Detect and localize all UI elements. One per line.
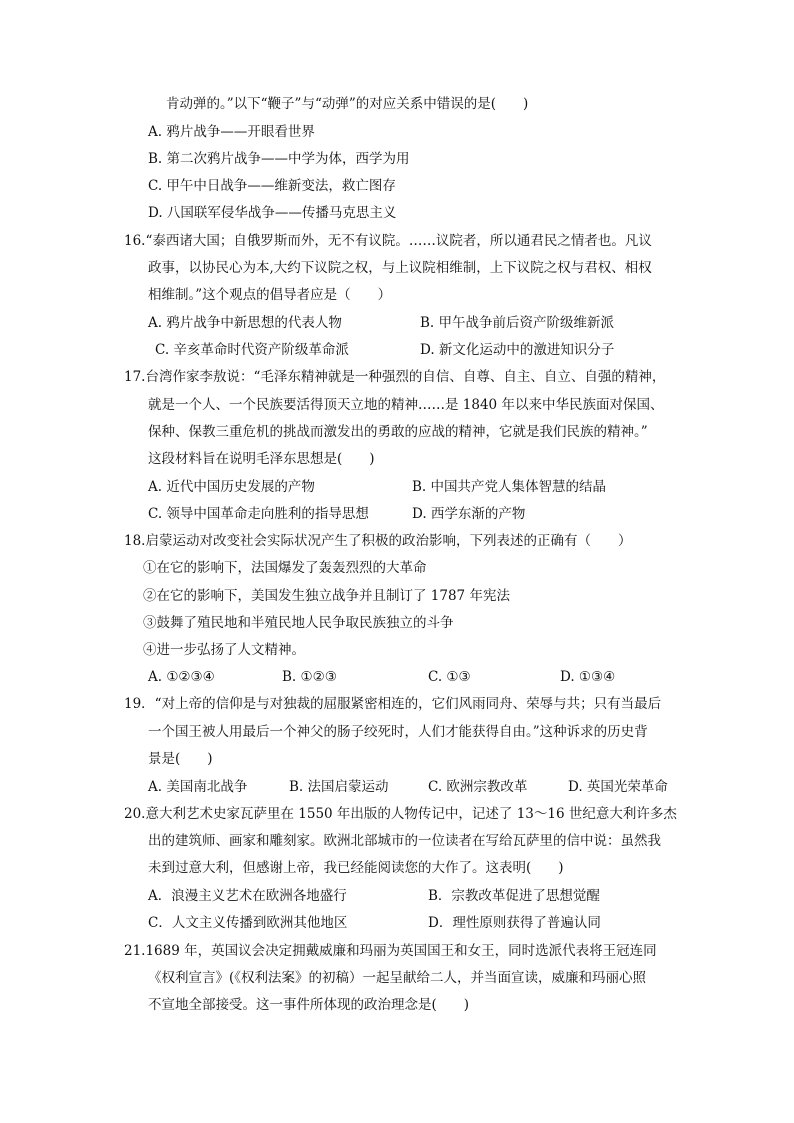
q19-option-a: A. 美国南北战争 <box>148 779 248 795</box>
q15-stem-continuation: 肯动弹的。”以下“鞭子”与“动弹”的对应关系中错误的是( ) <box>166 96 529 112</box>
q19-option-b: B. 法国启蒙运动 <box>289 779 389 795</box>
q19-option-d: D. 英国光荣革命 <box>568 779 668 795</box>
q18-option-d: D. ①③④ <box>560 669 616 685</box>
q17-stem-line-4: 这段材料旨在说明毛泽东思想是( ) <box>148 451 375 467</box>
q20-stem-line-3: 未到过意大利，但感谢上帝，我已经能阅读您的大作了。这表明( ) <box>148 860 564 876</box>
q19-option-c: C. 欧洲宗教改革 <box>428 779 528 795</box>
q17-option-a: A. 近代中国历史发展的产物 <box>148 479 315 495</box>
q16-option-a: A. 鸦片战争中新思想的代表人物 <box>148 315 342 331</box>
q18-option-b: B. ①②③ <box>282 669 337 685</box>
q16-option-c: C. 辛亥革命时代资产阶级革命派 <box>155 342 349 358</box>
q18-option-a: A. ①②③④ <box>148 669 215 685</box>
q18-stem: 18.启蒙运动对改变社会实际状况产生了积极的政治影响，下列表述的正确有（ ） <box>124 533 632 549</box>
q16-option-d: D. 新文化运动中的激进知识分子 <box>420 342 615 358</box>
q20-option-c: C．人文主义传播到欧洲其他地区 <box>148 915 348 931</box>
q21-stem-line-3: 不宣地全部接受。这一事件所体现的政治理念是( ) <box>148 997 470 1013</box>
q17-stem-line-1: 17.台湾作家李敖说：“毛泽东精神就是一种强烈的自信、自尊、自主、自立、自强的精神， <box>124 369 666 385</box>
q20-stem-line-1: 20.意大利艺术史家瓦萨里在 1550 年出版的人物传记中，记述了 13～16 世纪意大利许多杰 <box>124 806 677 822</box>
q15-option-d: D. 八国联军侵华战争——传播马克思主义 <box>148 205 397 221</box>
q20-option-a: A．浪漫主义艺术在欧洲各地盛行 <box>148 888 347 904</box>
q16-stem-line-3: 相维制。”这个观点的倡导者应是（ ） <box>148 287 392 303</box>
q18-item-2: ②在它的影响下，美国发生独立战争并且制订了 1787 年宪法 <box>143 588 510 604</box>
q17-option-b: B. 中国共产党人集体智慧的结晶 <box>412 479 607 495</box>
q19-stem-line-1: 19．“对上帝的信仰是与对独裁的屈服紧密相连的，它们风雨同舟、荣辱与共；只有当最后 <box>124 696 662 712</box>
q19-stem-line-2: 一个国王被人用最后一个神父的肠子绞死时，人们才能获得自由。”这种诉求的历史背 <box>148 724 648 740</box>
q15-option-a: A. 鸦片战争——开眼看世界 <box>148 124 315 140</box>
q15-option-c: C. 甲午中日战争——维新变法，救亡图存 <box>148 178 396 194</box>
q20-stem-line-2: 出的建筑师、画家和雕刻家。欧洲北部城市的一位读者在写给瓦萨里的信中说：虽然我 <box>148 833 661 849</box>
q20-option-d: D．理性原则获得了普遍认同 <box>428 915 601 931</box>
q16-stem-line-1: 16.“泰西诸大国；自俄罗斯而外，无不有议院。……议院者，所以通君民之情者也。凡议 <box>124 233 652 249</box>
q17-option-c: C. 领导中国革命走向胜利的指导思想 <box>148 506 369 522</box>
q16-option-b: B. 甲午战争前后资产阶级维新派 <box>420 315 615 331</box>
q18-option-c: C. ①③ <box>428 669 471 685</box>
q16-stem-line-2: 政事，以协民心为本,大约下议院之权，与上议院相维制，上下议院之权与君权、相权 <box>148 260 652 276</box>
q21-stem-line-1: 21.1689 年，英国议会决定拥戴威廉和玛丽为英国国王和女王，同时选派代表将王冠连同 <box>124 943 657 959</box>
q17-stem-line-3: 保种、保教三重危机的挑战而激发出的勇敢的应战的精神，它就是我们民族的精神。” <box>148 424 648 440</box>
q17-option-d: D. 西学东渐的产物 <box>412 506 526 522</box>
q21-stem-line-2: 《权利宣言》(《权利法案》的初稿）一起呈献给二人，并当面宣读，威廉和玛丽心照 <box>148 970 647 986</box>
q17-stem-line-2: 就是一个人、一个民族要活得顶天立地的精神……是 1840 年以来中华民族面对保国、 <box>148 397 664 413</box>
q18-item-3: ③鼓舞了殖民地和半殖民地人民争取民族独立的斗争 <box>143 615 454 631</box>
q15-option-b: B. 第二次鸦片战争——中学为体，西学为用 <box>148 151 410 167</box>
q19-stem-line-3: 景是( ) <box>148 751 213 767</box>
q18-item-1: ①在它的影响下，法国爆发了轰轰烈烈的大革命 <box>143 560 427 576</box>
q18-item-4: ④进一步弘扬了人文精神。 <box>143 642 305 658</box>
q20-option-b: B．宗教改革促进了思想觉醒 <box>428 888 600 904</box>
